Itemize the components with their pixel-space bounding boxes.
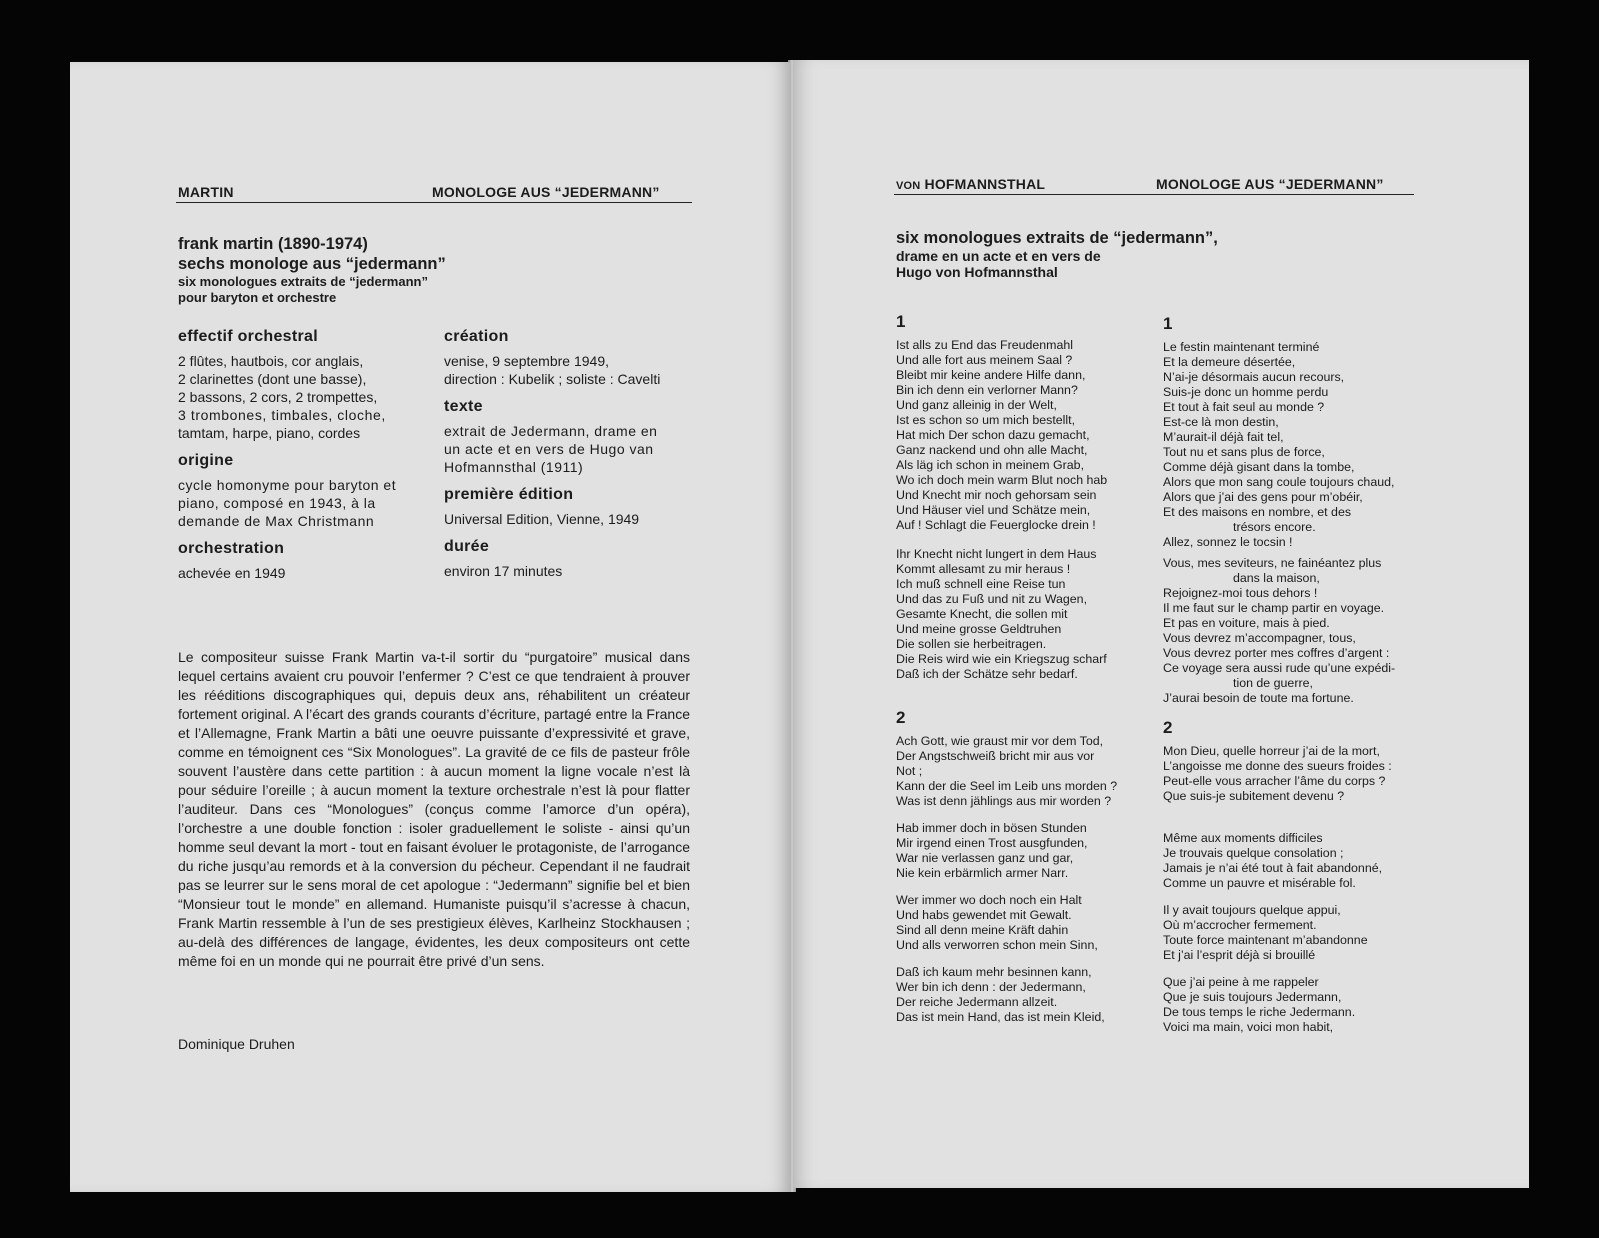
verse-line: Nie kein erbärmlich armer Narr.	[896, 866, 1069, 880]
monologue-number-1: 1	[896, 312, 906, 331]
title-line-1: frank martin (1890-1974)	[178, 235, 368, 253]
subtitle-line-2: pour baryton et orchestre	[178, 290, 337, 305]
title-line-3: Hugo von Hofmannsthal	[896, 264, 1058, 280]
verse-line: Und habs gewendet mit Gewalt.	[896, 908, 1072, 922]
verse-line: Où m’accrocher fermement.	[1163, 918, 1317, 932]
verse-line: Rejoignez-moi tous dehors !	[1163, 586, 1318, 600]
monologue-number-2: 2	[1163, 718, 1173, 737]
verse-line: Mir irgend einen Trost ausgfunden,	[896, 836, 1088, 850]
header-rule	[894, 194, 1414, 195]
creation-line: venise, 9 septembre 1949,	[444, 353, 609, 369]
texte-text	[444, 422, 704, 476]
work-title	[178, 234, 446, 306]
verse-line: Kommt allesamt zu mir heraus !	[896, 562, 1071, 576]
translation-title	[896, 228, 1218, 280]
info-column-left	[178, 328, 428, 582]
verse-line-continued: dans la maison,	[1233, 571, 1320, 585]
effectif-line: tamtam, harpe, piano, cordes	[178, 425, 361, 441]
subtitle-line-1: six monologues extraits de “jedermann”	[178, 274, 428, 289]
verse-line: Peut-elle vous arracher l’âme du corps ?	[1163, 774, 1386, 788]
verse-line: Suis-je donc un homme perdu	[1163, 385, 1329, 399]
verse-line: Als läg ich schon in meinem Grab,	[896, 458, 1085, 472]
verse-line: N’ai-je désormais aucun recours,	[1163, 370, 1345, 384]
duree-heading: durée	[444, 538, 490, 555]
german-stanza-2b	[896, 821, 1156, 881]
header-rule	[176, 202, 692, 203]
german-text-column	[896, 312, 1156, 1025]
creation-text	[444, 352, 704, 388]
premiere-edition-line: Universal Edition, Vienne, 1949	[444, 511, 640, 527]
effectif-list	[178, 352, 428, 442]
german-stanza-1b	[896, 547, 1156, 682]
texte-line: Hofmannsthal (1911)	[444, 459, 584, 475]
verse-line: Tout nu et sans plus de force,	[1163, 445, 1325, 459]
duree-text	[444, 562, 704, 580]
title-line-2: drame en un acte et en vers de	[896, 248, 1101, 264]
running-head-von: VON	[896, 180, 921, 192]
monologue-number-2: 2	[896, 708, 906, 727]
french-stanza-1a	[1163, 340, 1433, 550]
verse-line: Kann der die Seel im Leib uns morden ?	[896, 779, 1118, 793]
origine-line: demande de Max Christmann	[178, 513, 375, 529]
orchestration-text	[178, 564, 428, 582]
monologue-number-1: 1	[1163, 314, 1173, 333]
verse-line-continued: trésors encore.	[1233, 520, 1316, 534]
verse-line: Wer immer wo doch noch ein Halt	[896, 893, 1082, 907]
verse-line: Not ;	[896, 764, 923, 778]
verse-line: Voici ma main, voici mon habit,	[1163, 1020, 1334, 1034]
origine-line: piano, composé en 1943, à la	[178, 495, 376, 511]
texte-line: extrait de Jedermann, drame en	[444, 423, 658, 439]
verse-line: Et des maisons en nombre, et des	[1163, 505, 1352, 519]
verse-line: Ich muß schnell eine Reise tun	[896, 577, 1066, 591]
verse-line: Le festin maintenant terminé	[1163, 340, 1320, 354]
french-stanza-2a	[1163, 744, 1433, 804]
verse-line: Jamais je n’ai été tout à fait abandonné,	[1163, 861, 1383, 875]
german-stanza-2a	[896, 734, 1156, 809]
verse-line: Ist alls zu End das Freudenmahl	[896, 338, 1074, 352]
verse-line: Et j’ai l’esprit déjà si brouillé	[1163, 948, 1316, 962]
verse-line: Und ganz alleinig in der Welt,	[896, 398, 1057, 412]
verse-line: M’aurait-il déjà fait tel,	[1163, 430, 1284, 444]
verse-line: Et tout à fait seul au monde ?	[1163, 400, 1325, 414]
effectif-line: 2 clarinettes (dont une basse),	[178, 371, 367, 387]
right-page	[794, 60, 1529, 1188]
verse-line: Vous devrez m’accompagner, tous,	[1163, 631, 1356, 645]
verse-line: Und alls verworren schon mein Sinn,	[896, 938, 1098, 952]
verse-line: Daß ich der Schätze sehr bedarf.	[896, 667, 1078, 681]
verse-line: Ihr Knecht nicht lungert in dem Haus	[896, 547, 1097, 561]
verse-line: Die Reis wird wie ein Kriegszug scharf	[896, 652, 1107, 666]
effectif-line: 3 trombones, timbales, cloche,	[178, 407, 386, 423]
texte-line: un acte et en vers de Hugo van	[444, 441, 654, 457]
texte-heading: texte	[444, 398, 483, 415]
verse-line: Allez, sonnez le tocsin !	[1163, 535, 1293, 549]
verse-line: Même aux moments difficiles	[1163, 831, 1323, 845]
verse-line: Wer bin ich denn : der Jedermann,	[896, 980, 1086, 994]
verse-line: Die sollen sie herbeitragen.	[896, 637, 1047, 651]
effectif-line: 2 bassons, 2 cors, 2 trompettes,	[178, 389, 378, 405]
verse-line: Comme un pauvre et misérable fol.	[1163, 876, 1356, 890]
title-line-2: sechs monologe aus “jedermann”	[178, 255, 446, 273]
verse-line-continued: tion de guerre,	[1233, 676, 1313, 690]
verse-line: Bin ich denn ein verlorner Mann?	[896, 383, 1078, 397]
verse-line: Und alle fort aus meinem Saal ?	[896, 353, 1073, 367]
verse-line: Alors que mon sang coule toujours chaud,	[1163, 475, 1395, 489]
verse-line: Vous, mes seviteurs, ne fainéantez plus	[1163, 556, 1382, 570]
verse-line: Mon Dieu, quelle horreur j’ai de la mort,	[1163, 744, 1380, 758]
verse-line: Alors que j’ai des gens pour m’obéir,	[1163, 490, 1363, 504]
verse-line: Gesamte Knecht, die sollen mit	[896, 607, 1068, 621]
german-stanza-2c	[896, 893, 1156, 953]
verse-line: Que je suis toujours Jedermann,	[1163, 990, 1342, 1004]
verse-line: Daß ich kaum mehr besinnen kann,	[896, 965, 1092, 979]
verse-line: Ist es schon so um mich bestellt,	[896, 413, 1076, 427]
verse-line: Ganz nackend und ohn alle Macht,	[896, 443, 1088, 457]
verse-line: Il y avait toujours quelque appui,	[1163, 903, 1341, 917]
french-stanza-2c	[1163, 903, 1433, 963]
creation-heading: création	[444, 328, 509, 345]
verse-line: War nie verlassen ganz und gar,	[896, 851, 1074, 865]
verse-line: Auf ! Schlagt die Feuerglocke drein !	[896, 518, 1096, 532]
verse-line: Und das zu Fuß und nit zu Wagen,	[896, 592, 1088, 606]
verse-line: J’aurai besoin de toute ma fortune.	[1163, 691, 1354, 705]
orchestration-line: achevée en 1949	[178, 565, 286, 581]
verse-line: Was ist denn jählings aus mir worden ?	[896, 794, 1112, 808]
french-text-column	[1163, 314, 1433, 1035]
verse-line: Il me faut sur le champ partir en voyage.	[1163, 601, 1385, 615]
verse-line: Que suis-je subitement devenu ?	[1163, 789, 1345, 803]
origine-text	[178, 476, 428, 530]
verse-line: Sind all denn meine Kräft dahin	[896, 923, 1069, 937]
verse-line: Und Knecht mir noch gehorsam sein	[896, 488, 1097, 502]
origine-line: cycle homonyme pour baryton et	[178, 477, 397, 493]
verse-line: Wo ich doch mein warm Blut noch hab	[896, 473, 1108, 487]
duree-line: environ 17 minutes	[444, 563, 563, 579]
verse-line: Ach Gott, wie graust mir vor dem Tod,	[896, 734, 1104, 748]
verse-line: Comme déjà gisant dans la tombe,	[1163, 460, 1355, 474]
verse-line: Und meine grosse Geldtruhen	[896, 622, 1062, 636]
running-head-name: HOFMANNSTHAL	[924, 176, 1046, 192]
verse-line: L’angoisse me donne des sueurs froides :	[1163, 759, 1392, 773]
effectif-heading: effectif orchestral	[178, 328, 318, 345]
verse-line: Der Angstschweiß bricht mir aus vor	[896, 749, 1095, 763]
effectif-line: 2 flûtes, hautbois, cor anglais,	[178, 353, 364, 369]
running-head-title: MONOLOGE AUS “JEDERMANN”	[1156, 176, 1384, 192]
verse-line: Et la demeure désertée,	[1163, 355, 1296, 369]
orchestration-heading: orchestration	[178, 540, 285, 557]
verse-line: Das ist mein Hand, das ist mein Kleid,	[896, 1010, 1105, 1024]
essay-paragraph: Le compositeur suisse Frank Martin va-t-il sortir du “purgatoire” musical dans lequel certains avaient cru pouvoir l’enfermer ? C’est ce que tendraient à prouver les rééditions discographiques qui, depuis deux ans, réhabilitent un créateur fortement original. A l’écart des grands courants d’écriture, partagé entre la France et l’Allemagne, Frank Martin a bâti une oeuvre puissante d’expressivité et grave, comme en témoignent ces “Six Monologues”. La gravité de ce fils de pasteur frôle souvent l’austère dans cette partition : à aucun moment la ligne vocale n’est là pour séduire l’oreille ; à aucun moment la texture orchestrale n’est là pour flatter l’auditeur. Dans ces “Monologues” (conçus comme l’amorce d’un opéra), l’orchestre a une double fonction : isoler graduellement le soliste - ainsi qu’un homme seul devant la mort - tout en faisant évoluer le protagoniste, de l’arrogance du riche jusqu’au remords et à la conversion du pécheur. Cependant il ne faudrait pas se leurrer sur le sens moral de cet apologue : “Jedermann” signifie bel et bien “Monsieur tout le monde” en allemand. Humaniste puisqu’il s’acresse à chacun, Frank Martin ressemble à l’un de ses prestigieux élèves, Karlheinz Stockhausen ; au-delà des différences de langage, évidentes, les deux compositeurs ont cette même foi en un monde qui ne pourrait être privé d’un sens.	[178, 649, 690, 969]
verse-line: Und Häuser viel und Schätze mein,	[896, 503, 1091, 517]
running-head-title: MONOLOGE AUS “JEDERMANN”	[432, 184, 660, 200]
german-stanza-1a	[896, 338, 1156, 533]
running-head-author: MARTIN	[178, 184, 234, 200]
verse-line: Que j’ai peine à me rappeler	[1163, 975, 1319, 989]
title-line-1: six monologues extraits de “jedermann”,	[896, 229, 1218, 247]
info-column-right	[444, 328, 704, 580]
french-stanza-2b	[1163, 831, 1433, 891]
left-page	[70, 62, 790, 1192]
german-stanza-2d	[896, 965, 1156, 1025]
creation-line: direction : Kubelik ; soliste : Cavelti	[444, 371, 661, 387]
verse-line: De tous temps le riche Jedermann.	[1163, 1005, 1356, 1019]
verse-line: Der reiche Jedermann allzeit.	[896, 995, 1058, 1009]
running-head-author	[896, 176, 1045, 192]
verse-line: Ce voyage sera aussi rude qu’une expédi-	[1163, 661, 1396, 675]
verse-line: Hat mich Der schon dazu gemacht,	[896, 428, 1090, 442]
verse-line: Et pas en voiture, mais à pied.	[1163, 616, 1330, 630]
verse-line: Je trouvais quelque consolation ;	[1163, 846, 1344, 860]
verse-line: Bleibt mir keine andere Hilfe dann,	[896, 368, 1086, 382]
verse-line: Hab immer doch in bösen Stunden	[896, 821, 1087, 835]
verse-line: Vous devrez porter mes coffres d’argent :	[1163, 646, 1390, 660]
verse-line: Est-ce là mon destin,	[1163, 415, 1279, 429]
french-stanza-2d	[1163, 975, 1433, 1035]
essay-author: Dominique Druhen	[178, 1036, 295, 1052]
origine-heading: origine	[178, 452, 234, 469]
verse-line: Toute force maintenant m’abandonne	[1163, 933, 1368, 947]
french-stanza-1b	[1163, 556, 1433, 706]
premiere-edition-text	[444, 510, 704, 528]
premiere-edition-heading: première édition	[444, 486, 574, 503]
